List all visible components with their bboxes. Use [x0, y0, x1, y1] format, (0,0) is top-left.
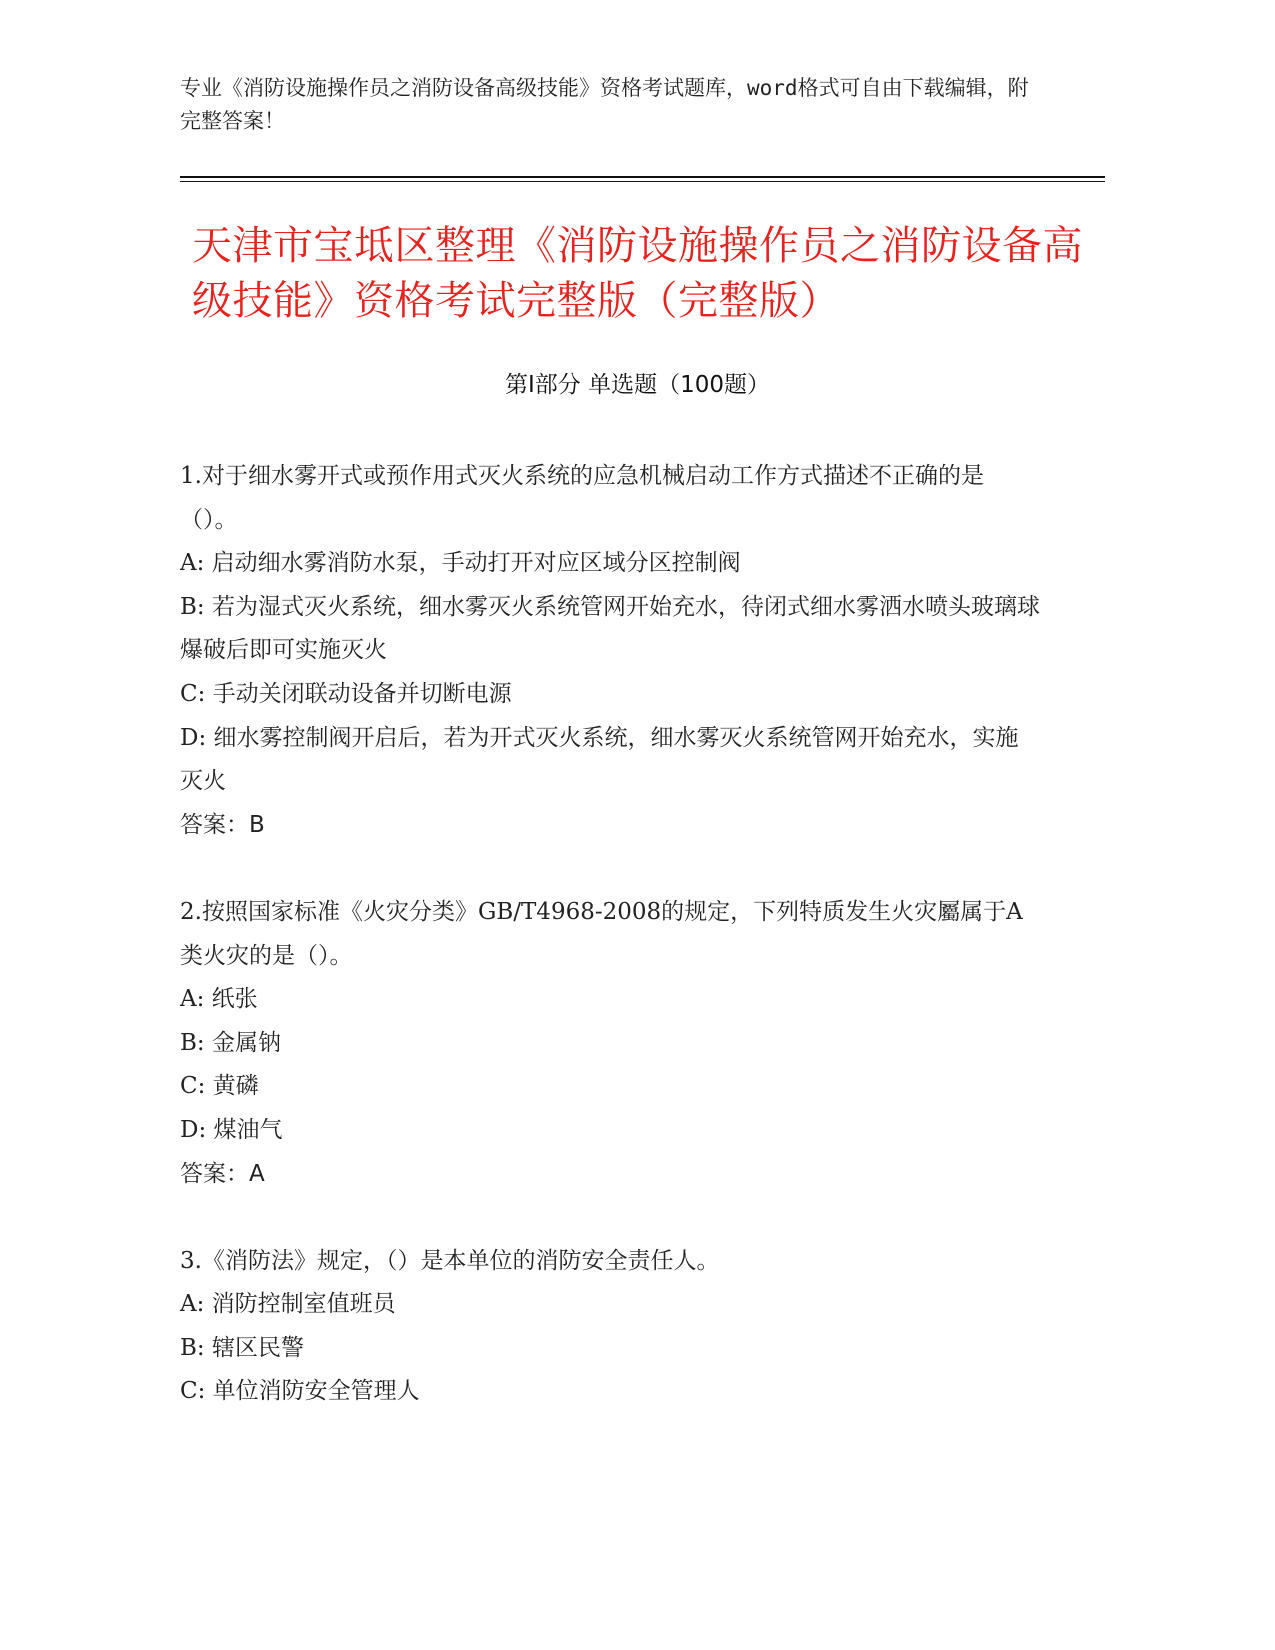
option-b: B: 若为湿式灭火系统，细水雾灭火系统管网开始充水，待闭式细水雾洒水喷头玻璃球爆破后即可实施灭火 [180, 593, 1040, 664]
question-1 [180, 455, 1040, 847]
option-c: C: 单位消防安全管理人 [180, 1378, 420, 1405]
option-a: A: 消防控制室值班员 [180, 1291, 396, 1318]
option-b: B: 金属钠 [180, 1029, 281, 1056]
question-stem: 1.对于细水雾开式或预作用式灭火系统的应急机械启动工作方式描述不正确的是（）。 [180, 463, 984, 533]
answer: 答案：A [180, 1160, 265, 1187]
option-b: B: 辖区民警 [180, 1334, 304, 1361]
question-2 [180, 891, 1040, 1196]
header-divider-thick [180, 176, 1105, 178]
section-heading: 第Ⅰ部分 单选题（100题） [505, 372, 770, 398]
question-3 [180, 1240, 1040, 1414]
option-d: D: 细水雾控制阀开启后，若为开式灭火系统，细水雾灭火系统管网开始充水，实施灭火 [180, 724, 1019, 795]
option-a: A: 启动细水雾消防水泵，手动打开对应区域分区控制阀 [180, 550, 741, 577]
option-c: C: 手动关闭联动设备并切断电源 [180, 680, 512, 707]
header-divider-thin [180, 181, 1105, 182]
header-note: 专业《消防设施操作员之消防设备高级技能》资格考试题库，word格式可自由下载编辑，附完整答案！ [180, 76, 1029, 133]
answer: 答案：B [180, 811, 265, 838]
question-list [180, 455, 1040, 1458]
option-c: C: 黄磷 [180, 1073, 259, 1100]
option-d: D: 煤油气 [180, 1116, 283, 1143]
question-stem: 2.按照国家标准《火灾分类》GB/T4968-2008的规定，下列特质发生火灾屬属于A类火灾的是（）。 [180, 898, 1023, 969]
question-stem: 3.《消防法》规定，（）是本单位的消防安全责任人。 [180, 1247, 720, 1274]
document-title: 天津市宝坻区整理《消防设施操作员之消防设备高级技能》资格考试完整版（完整版） [192, 223, 1083, 324]
option-a: A: 纸张 [180, 986, 258, 1013]
